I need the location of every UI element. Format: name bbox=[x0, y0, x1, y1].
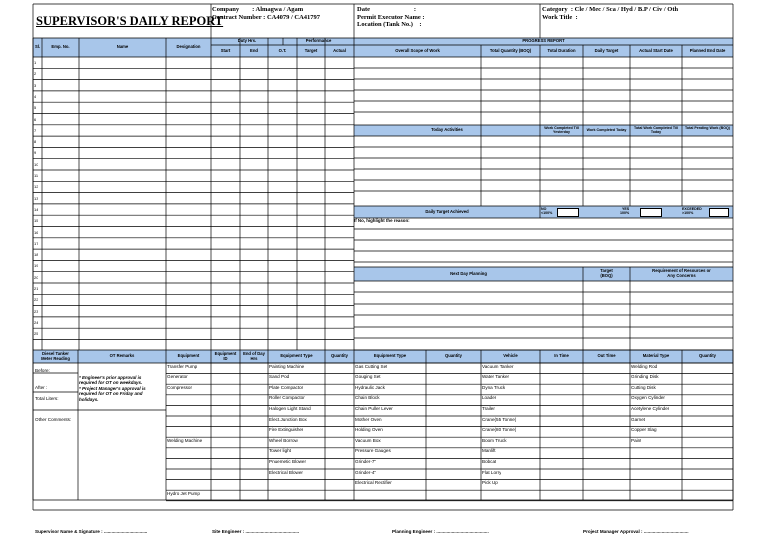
material-item: Oxygen Cylinder bbox=[631, 395, 665, 401]
equipment-type-item: Grinder-7" bbox=[355, 458, 377, 464]
equipment-type-item: Mother Oven bbox=[355, 416, 382, 422]
vehicle-item: Vacuum Tanker bbox=[482, 363, 514, 369]
row-number: 19 bbox=[34, 263, 39, 269]
material-item: Paint bbox=[631, 437, 642, 443]
other-comments-label: Other Comments: bbox=[35, 417, 72, 422]
planned-end-header: Planned End Date bbox=[689, 47, 726, 53]
equipment-type-item: Pnuemetic Blower bbox=[269, 458, 307, 464]
tpw-label: Total Pending Work (BOQ) bbox=[685, 126, 730, 130]
equipment-type-item: Electrical Blower bbox=[269, 469, 303, 475]
vehicle-item: Manlift bbox=[482, 448, 496, 454]
row-number: 25 bbox=[34, 331, 39, 337]
row-number: 18 bbox=[34, 252, 39, 258]
yes-checkbox[interactable] bbox=[640, 208, 662, 217]
equipment-type-item: Wheel Borrow bbox=[269, 437, 298, 443]
row-number: 13 bbox=[34, 195, 39, 201]
supervisor-signature: Supervisor Name & Signature : .................................. bbox=[35, 529, 148, 534]
emp-no-header: Emp. No. bbox=[51, 44, 70, 50]
row-number: 17 bbox=[34, 240, 39, 246]
equipment-type-item: Fire Extinguisher bbox=[269, 427, 304, 433]
total-qty-header: Total Quantity (BOQ) bbox=[489, 47, 532, 53]
row-number: 12 bbox=[34, 184, 39, 190]
equipment-type-item: Chain Block bbox=[355, 395, 380, 401]
row-number: 8 bbox=[34, 139, 37, 145]
start-header: Start bbox=[220, 47, 231, 53]
vehicle-item: Flat Lorry bbox=[482, 469, 502, 475]
req-resources-label: Requirement of Resources or Any Concerns bbox=[652, 268, 711, 278]
sl-header: Sl. bbox=[34, 44, 41, 50]
material-item: Acetylene Cylinder bbox=[631, 405, 670, 411]
equipment-type-item: Holding Oven bbox=[355, 427, 383, 433]
equipment-type-item: Electrical Rectifier bbox=[355, 480, 392, 486]
equipment-type-item: Halogen Light Stand bbox=[269, 405, 311, 411]
ot-approval-note: * Engineer's prior approval is required for OT on weekdays. * Project Manager's approval is required for OT on Friday and holidays. bbox=[79, 375, 146, 402]
exceeded-checkbox[interactable] bbox=[709, 208, 729, 217]
row-number: 7 bbox=[34, 127, 37, 133]
planning-engineer-signature: Planning Engineer : ......................................... bbox=[392, 529, 489, 534]
equipment-item: Transfer Pump bbox=[167, 363, 198, 369]
designation-header: Designation bbox=[176, 44, 201, 50]
material-item: Garnet bbox=[631, 416, 646, 422]
row-number: 10 bbox=[34, 161, 39, 167]
equipment-type-item: Chain Puller Lever bbox=[355, 405, 393, 411]
equipment-item: Welding Machine bbox=[167, 437, 203, 443]
equipment-type-item: Roller Compactor bbox=[269, 395, 305, 401]
quantity-header-c: Quantity bbox=[699, 353, 716, 359]
row-number: 22 bbox=[34, 297, 39, 303]
material-item: Grinding Disk bbox=[631, 374, 659, 380]
vehicle-item: Trailer bbox=[482, 405, 495, 411]
progress-report-header: PROGRESS REPORT bbox=[522, 38, 565, 44]
today-activities-label: Today Activities bbox=[431, 127, 463, 133]
equipment-type-item: Gas Cutting Set bbox=[355, 363, 388, 369]
quantity-header-a: Quantity bbox=[331, 353, 348, 359]
ot-remarks-header: OT Remarks bbox=[109, 353, 135, 359]
row-number: 3 bbox=[34, 82, 37, 88]
in-time-header: In Time bbox=[554, 353, 569, 359]
row-number: 6 bbox=[34, 116, 37, 122]
row-number: 14 bbox=[34, 206, 39, 212]
no-label: NO <100% bbox=[541, 207, 553, 215]
wc-yesterday-label: Work Completed Till Yesterday bbox=[544, 126, 579, 134]
vehicle-item: Dyna Truck bbox=[482, 384, 506, 390]
material-item: Copper Slag bbox=[631, 427, 657, 433]
equipment-item: Compressor bbox=[167, 384, 193, 390]
out-time-header: Out Time bbox=[597, 353, 616, 359]
ot-header: O.T. bbox=[278, 47, 287, 53]
row-number: 20 bbox=[34, 274, 39, 280]
equipment-item: Hydro Jet Pump bbox=[167, 490, 200, 496]
vehicle-header: Vehicle bbox=[503, 353, 518, 359]
vehicle-item: Pick Up bbox=[482, 480, 498, 486]
row-number: 23 bbox=[34, 308, 39, 314]
equipment-item: Generator bbox=[167, 374, 188, 380]
actual-header: Actual bbox=[333, 47, 346, 53]
row-number: 4 bbox=[34, 93, 37, 99]
company-info: Company : Almagwa / Agam Contract Number : CA4079 / CA41797 bbox=[212, 6, 321, 21]
vehicle-item: Crane(80 Tonne) bbox=[482, 427, 517, 433]
quantity-header-b: Quantity bbox=[445, 353, 462, 359]
yes-label: YES 100% bbox=[620, 207, 630, 215]
equipment-type-header-b: Equipment Type bbox=[373, 353, 407, 359]
target-boq-label: Target (BOQ) bbox=[600, 268, 613, 278]
row-number: 2 bbox=[34, 71, 37, 77]
after-label: After : bbox=[35, 385, 48, 390]
row-number: 5 bbox=[34, 105, 37, 111]
total-duration-header: Total Duration bbox=[547, 47, 576, 53]
equipment-header: Equipment bbox=[177, 353, 200, 359]
if-no-reason-label: If No, highlight the reason: bbox=[354, 218, 410, 223]
diesel-header: Diesel Tanker Meter Reading bbox=[41, 350, 70, 361]
overall-scope-header: Overall Scope of Work bbox=[395, 47, 440, 53]
row-number: 24 bbox=[34, 319, 39, 325]
equipment-type-header-a: Equipment Type bbox=[280, 353, 313, 359]
row-number: 1 bbox=[34, 60, 37, 65]
equipment-id-header: Equipment ID bbox=[214, 350, 237, 361]
row-number: 11 bbox=[34, 173, 39, 178]
row-number: 16 bbox=[34, 229, 39, 235]
vehicle-item: Crane(55 Tonne) bbox=[482, 416, 517, 422]
row-number: 21 bbox=[34, 286, 39, 291]
equipment-type-item: Plate Compactor bbox=[269, 384, 304, 390]
equipment-type-item: Vacuum Box bbox=[355, 437, 381, 443]
row-number: 9 bbox=[34, 150, 37, 156]
duty-hrs-header: Duty Hrs. bbox=[237, 38, 257, 44]
equipment-type-item: Hydraulic Jack bbox=[355, 384, 385, 390]
report-title: SUPERVISOR'S DAILY REPORT bbox=[36, 14, 224, 28]
no-checkbox[interactable] bbox=[557, 208, 579, 217]
vehicle-item: Boom Truck bbox=[482, 437, 507, 443]
target-header: Target bbox=[304, 47, 318, 53]
equipment-type-item: Pressure Gauges bbox=[355, 448, 391, 454]
equipment-type-item: Sand Pod bbox=[269, 374, 290, 380]
twc-today-label: Total Work Completed Till Today bbox=[634, 126, 678, 134]
name-header: Name bbox=[116, 44, 129, 50]
end-of-day-header: End of Day Hrs bbox=[243, 350, 265, 361]
pm-approval-signature: Project Manager Approval : ................................... bbox=[583, 529, 689, 534]
vehicle-item: Loader bbox=[482, 395, 497, 401]
material-type-header: Material Type bbox=[642, 353, 670, 359]
site-engineer-signature: Site Engineer : .......................................... bbox=[212, 529, 300, 534]
before-label: Before: bbox=[35, 368, 50, 373]
equipment-type-item: Painting Machine bbox=[269, 363, 305, 369]
performance-header: Performance bbox=[305, 38, 332, 44]
equipment-type-item: Tower light bbox=[269, 448, 291, 454]
wc-today-label: Work Completed Today bbox=[586, 128, 627, 132]
equipment-type-item: Elect.Junction Box bbox=[269, 416, 307, 422]
vehicle-item: Bobcat bbox=[482, 458, 497, 464]
equipment-type-item: Gouging Set bbox=[355, 374, 381, 380]
category-worktitle: Category : Cle / Mec / Sca / Hyd / B.P / Civ / Oth Work Title : bbox=[542, 6, 679, 21]
next-day-planning-label: Next Day Planning bbox=[450, 270, 487, 276]
equipment-type-item: Grinder-4" bbox=[355, 469, 377, 475]
row-number: 15 bbox=[34, 218, 39, 224]
material-item: Welding Rod bbox=[631, 363, 658, 369]
material-item: Cutting Disk bbox=[631, 384, 656, 390]
date-permit-location: Date : Permit Executor Name : Location (Tank No.) : bbox=[357, 6, 425, 28]
exceeded-label: EXCEEDED >100% bbox=[682, 207, 702, 215]
daily-target-header: Daily Target bbox=[594, 47, 619, 53]
actual-start-header: Actual Start Date bbox=[639, 47, 673, 53]
vehicle-item: Water Tanker bbox=[482, 374, 510, 380]
end-header: End bbox=[250, 47, 258, 53]
daily-target-achieved-label: Daily Target Achieved bbox=[425, 208, 469, 214]
total-liters-label: Total Liters: bbox=[35, 396, 59, 401]
